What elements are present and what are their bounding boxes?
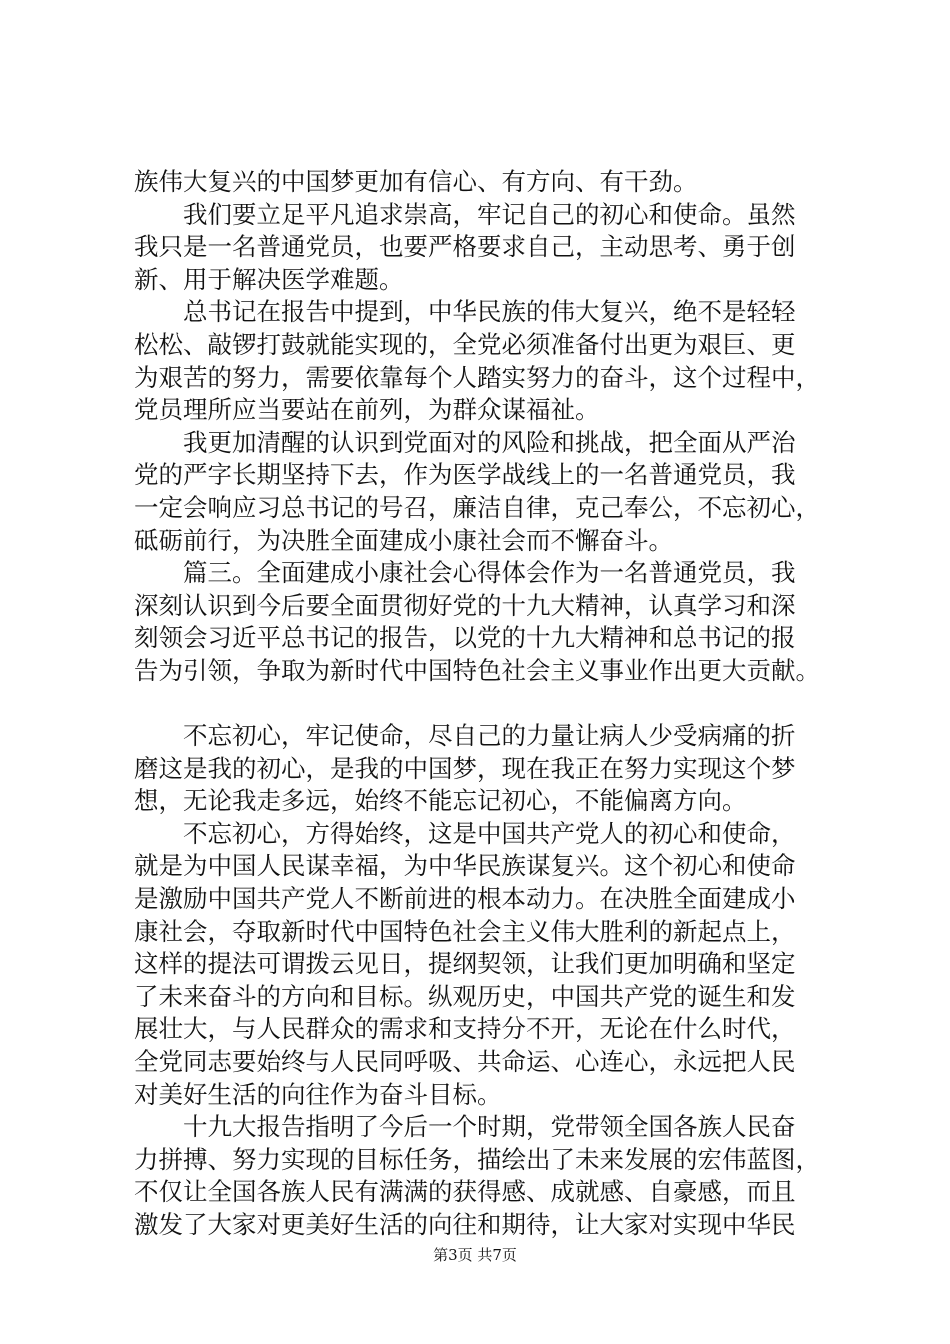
text-line: 对美好生活的向往作为奋斗目标。 <box>134 1079 502 1109</box>
text-line: 砥砺前行，为决胜全面建成小康社会而不懈奋斗。 <box>134 525 673 555</box>
text-line: 我们要立足平凡追求崇高，牢记自己的初心和使命。虽然 <box>183 199 796 229</box>
text-line: 想，无论我走多远，始终不能忘记初心，不能偏离方向。 <box>134 786 747 816</box>
text-line: 我只是一名普通党员，也要严格要求自己，主动思考、勇于创 <box>134 232 796 262</box>
text-line: 磨这是我的初心，是我的中国梦，现在我正在努力实现这个梦 <box>134 753 796 783</box>
text-line: 新、用于解决医学难题。 <box>134 264 404 294</box>
text-line: 总书记在报告中提到，中华民族的伟大复兴，绝不是轻轻 <box>183 297 796 327</box>
text-line: 篇三。全面建成小康社会心得体会作为一名普通党员，我 <box>183 558 796 588</box>
text-line: 为艰苦的努力，需要依靠每个人踏实努力的奋斗，这个过程中， <box>134 362 820 392</box>
body-text <box>134 166 824 1242</box>
text-line: 刻领会习近平总书记的报告，以党的十九大精神和总书记的报 <box>134 623 796 653</box>
text-line: 这样的提法可谓拨云见日，提纲契领，让我们更加明确和坚定 <box>134 949 796 979</box>
text-line: 深刻认识到今后要全面贯彻好党的十九大精神，认真学习和深 <box>134 590 796 620</box>
text-line: 不忘初心，牢记使命，尽自己的力量让病人少受病痛的折 <box>183 721 796 751</box>
text-line: 是激励中国共产党人不断前进的根本动力。在决胜全面建成小 <box>134 884 796 914</box>
text-line: 不忘初心，方得始终，这是中国共产党人的初心和使命， <box>183 818 796 848</box>
text-line: 康社会，夺取新时代中国特色社会主义伟大胜利的新起点上， <box>134 916 796 946</box>
paragraph-gap <box>134 688 824 721</box>
text-line: 松松、敲锣打鼓就能实现的，全党必须准备付出更为艰巨、更 <box>134 329 796 359</box>
text-line: 族伟大复兴的中国梦更加有信心、有方向、有干劲。 <box>134 167 698 196</box>
text-line: 我更加清醒的认识到党面对的风险和挑战，把全面从严治 <box>183 427 796 457</box>
text-line: 十九大报告指明了今后一个时期，党带领全国各族人民奋 <box>183 1112 796 1142</box>
text-line: 一定会响应习总书记的号召，廉洁自律，克己奉公，不忘初心， <box>134 492 820 522</box>
text-line: 告为引领，争取为新时代中国特色社会主义事业作出更大贡献。 <box>134 655 820 685</box>
text-line: 激发了大家对更美好生活的向往和期待，让大家对实现中华民 <box>134 1210 796 1239</box>
text-line: 就是为中国人民谋幸福，为中华民族谋复兴。这个初心和使命 <box>134 851 796 881</box>
page-footer: 第3页 共7页 <box>433 1246 517 1264</box>
text-line: 全党同志要始终与人民同呼吸、共命运、心连心，永远把人民 <box>134 1047 796 1077</box>
text-line: 了未来奋斗的方向和目标。纵观历史，中国共产党的诞生和发 <box>134 981 796 1011</box>
text-line: 党的严字长期坚持下去，作为医学战线上的一名普通党员，我 <box>134 460 796 490</box>
text-line: 不仅让全国各族人民有满满的获得感、成就感、自豪感，而且 <box>134 1177 796 1207</box>
text-line: 力拼搏、努力实现的目标任务，描绘出了未来发展的宏伟蓝图， <box>134 1144 820 1174</box>
text-line: 党员理所应当要站在前列，为群众谋福祉。 <box>134 395 600 425</box>
text-line: 展壮大，与人民群众的需求和支持分不开，无论在什么时代， <box>134 1014 796 1044</box>
